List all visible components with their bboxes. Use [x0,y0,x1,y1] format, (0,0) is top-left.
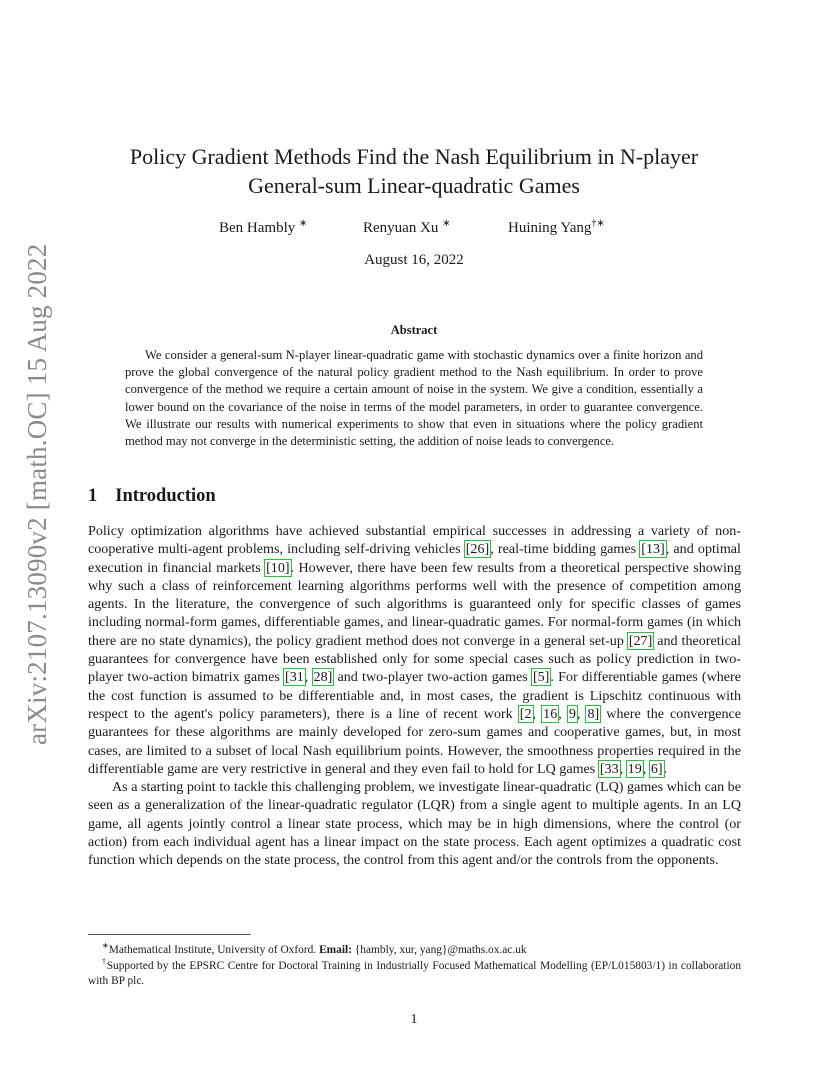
citation-link[interactable]: 9 [568,705,576,722]
citation-link[interactable]: [5] [532,669,550,686]
citation-link[interactable]: [13] [641,541,665,558]
paper-title [60,142,768,200]
citation-link[interactable]: 8] [587,705,600,722]
section-number: 1 [88,486,98,506]
author-3: Huining Yang†∗ [508,218,605,236]
citation-link[interactable]: [26] [465,541,490,558]
abstract-body: We consider a general-sum N-player linear-quadratic game with stochastic dynamics over a finite horizon and prove the global convergence of the natural policy gradient method to the Nash equilibrium. In order to prove convergence of the method we require a certain amount of noise in the system. We give a condition, essentially a lower bound on the covariance of the noise in terms of the model parameters, in order to guarantee convergence. We illustrate our results with numerical experiments to show that even in situations where the policy gradient method may not converge in the deterministic setting, the addition of noise leads to convergence. [125,348,703,449]
title-line-1: Policy Gradient Methods Find the Nash Equilibrium in N-player [129,144,699,169]
citation-link[interactable]: [2 [519,705,532,722]
citation-link[interactable]: 28] [313,669,333,686]
citation-link[interactable]: 19 [627,760,642,777]
arxiv-stamp: arXiv:2107.13090v2 [math.OC] 15 Aug 2022 [22,243,52,745]
citation-link[interactable]: [31 [285,669,304,686]
author-list [200,218,640,238]
citation-link[interactable]: [33 [599,760,619,777]
author-2: Renyuan Xu ∗ [363,218,451,236]
footnote-rule [88,934,251,935]
section-title: Introduction [115,486,216,506]
author-1: Ben Hambly ∗ [219,218,308,236]
page-number: 1 [410,1012,418,1027]
citation-link[interactable]: 6] [650,760,663,777]
citation-link[interactable]: [10] [266,559,290,576]
citation-link[interactable]: 16 [543,705,558,722]
footnote-2: †Supported by the EPSRC Centre for Doctoral Training in Industrially Focused Mathematical Modelling (EP/L015803/1) in collaboration with BP plc. [88,957,742,987]
paragraph-1: Policy optimization algorithms have achieved substantial empirical successes in addressing a variety of non-cooperative multi-agent problems, including self-driving vehicles [26], real-time bidding games [13], and optimal execution in financial markets [10]. However, there have been few results from a theoretical perspective showing why such a class of reinforcement learning algorithms performs well with the presence of competition among agents. In the literature, the convergence of such algorithms is guaranteed only for specific classes of games including normal-form games, differentiable games, and linear-quadratic games. For normal-form games (in which there are no state dynamics), the policy gradient method does not converge in a general set-up [27] and theoretical guarantees for convergence have been established only for some special cases such as policy prediction in two-player two-action bimatrix games [31, 28] and two-player two-action games [5]. For differentiable games (where the cost function is assumed to be differentiable and, in most cases, the gradient is Lipschitz continuous with respect to the agent's policy parameters), there is a line of recent work [2, 16, 9, 8] where the convergence guarantees for these algorithms are mainly developed for zero-sum games and cooperative games, but, in most cases, are limited to a subset of local Nash equilibrium points. However, the smoothness properties required in the differentiable game are very restrictive in general and they even fail to hold for LQ games [33, 19, 6]. [88,523,742,777]
date: August 16, 2022 [364,252,464,268]
title-line-2: General-sum Linear-quadratic Games [248,173,580,198]
section-heading [88,486,216,507]
body-text [88,522,741,870]
footnote-1: ∗Mathematical Institute, University of Oxford. Email: {hambly, xur, yang}@maths.ox.ac.uk [102,941,527,956]
citation-link[interactable]: [27] [628,632,653,649]
abstract-heading: Abstract [390,323,438,337]
paragraph-2: As a starting point to tackle this challenging problem, we investigate linear-quadratic (LQ) games which can be seen as a generalization of the linear-quadratic regulator (LQR) from a single agent to multiple agents. In an LQ game, all agents jointly control a linear state process, which may be in high dimensions, where the control (or action) from each individual agent has a linear impact on the state process. Each agent optimizes a quadratic cost function which depends on the state process, the control from this agent and/or the controls from the opponents. [88,779,741,869]
